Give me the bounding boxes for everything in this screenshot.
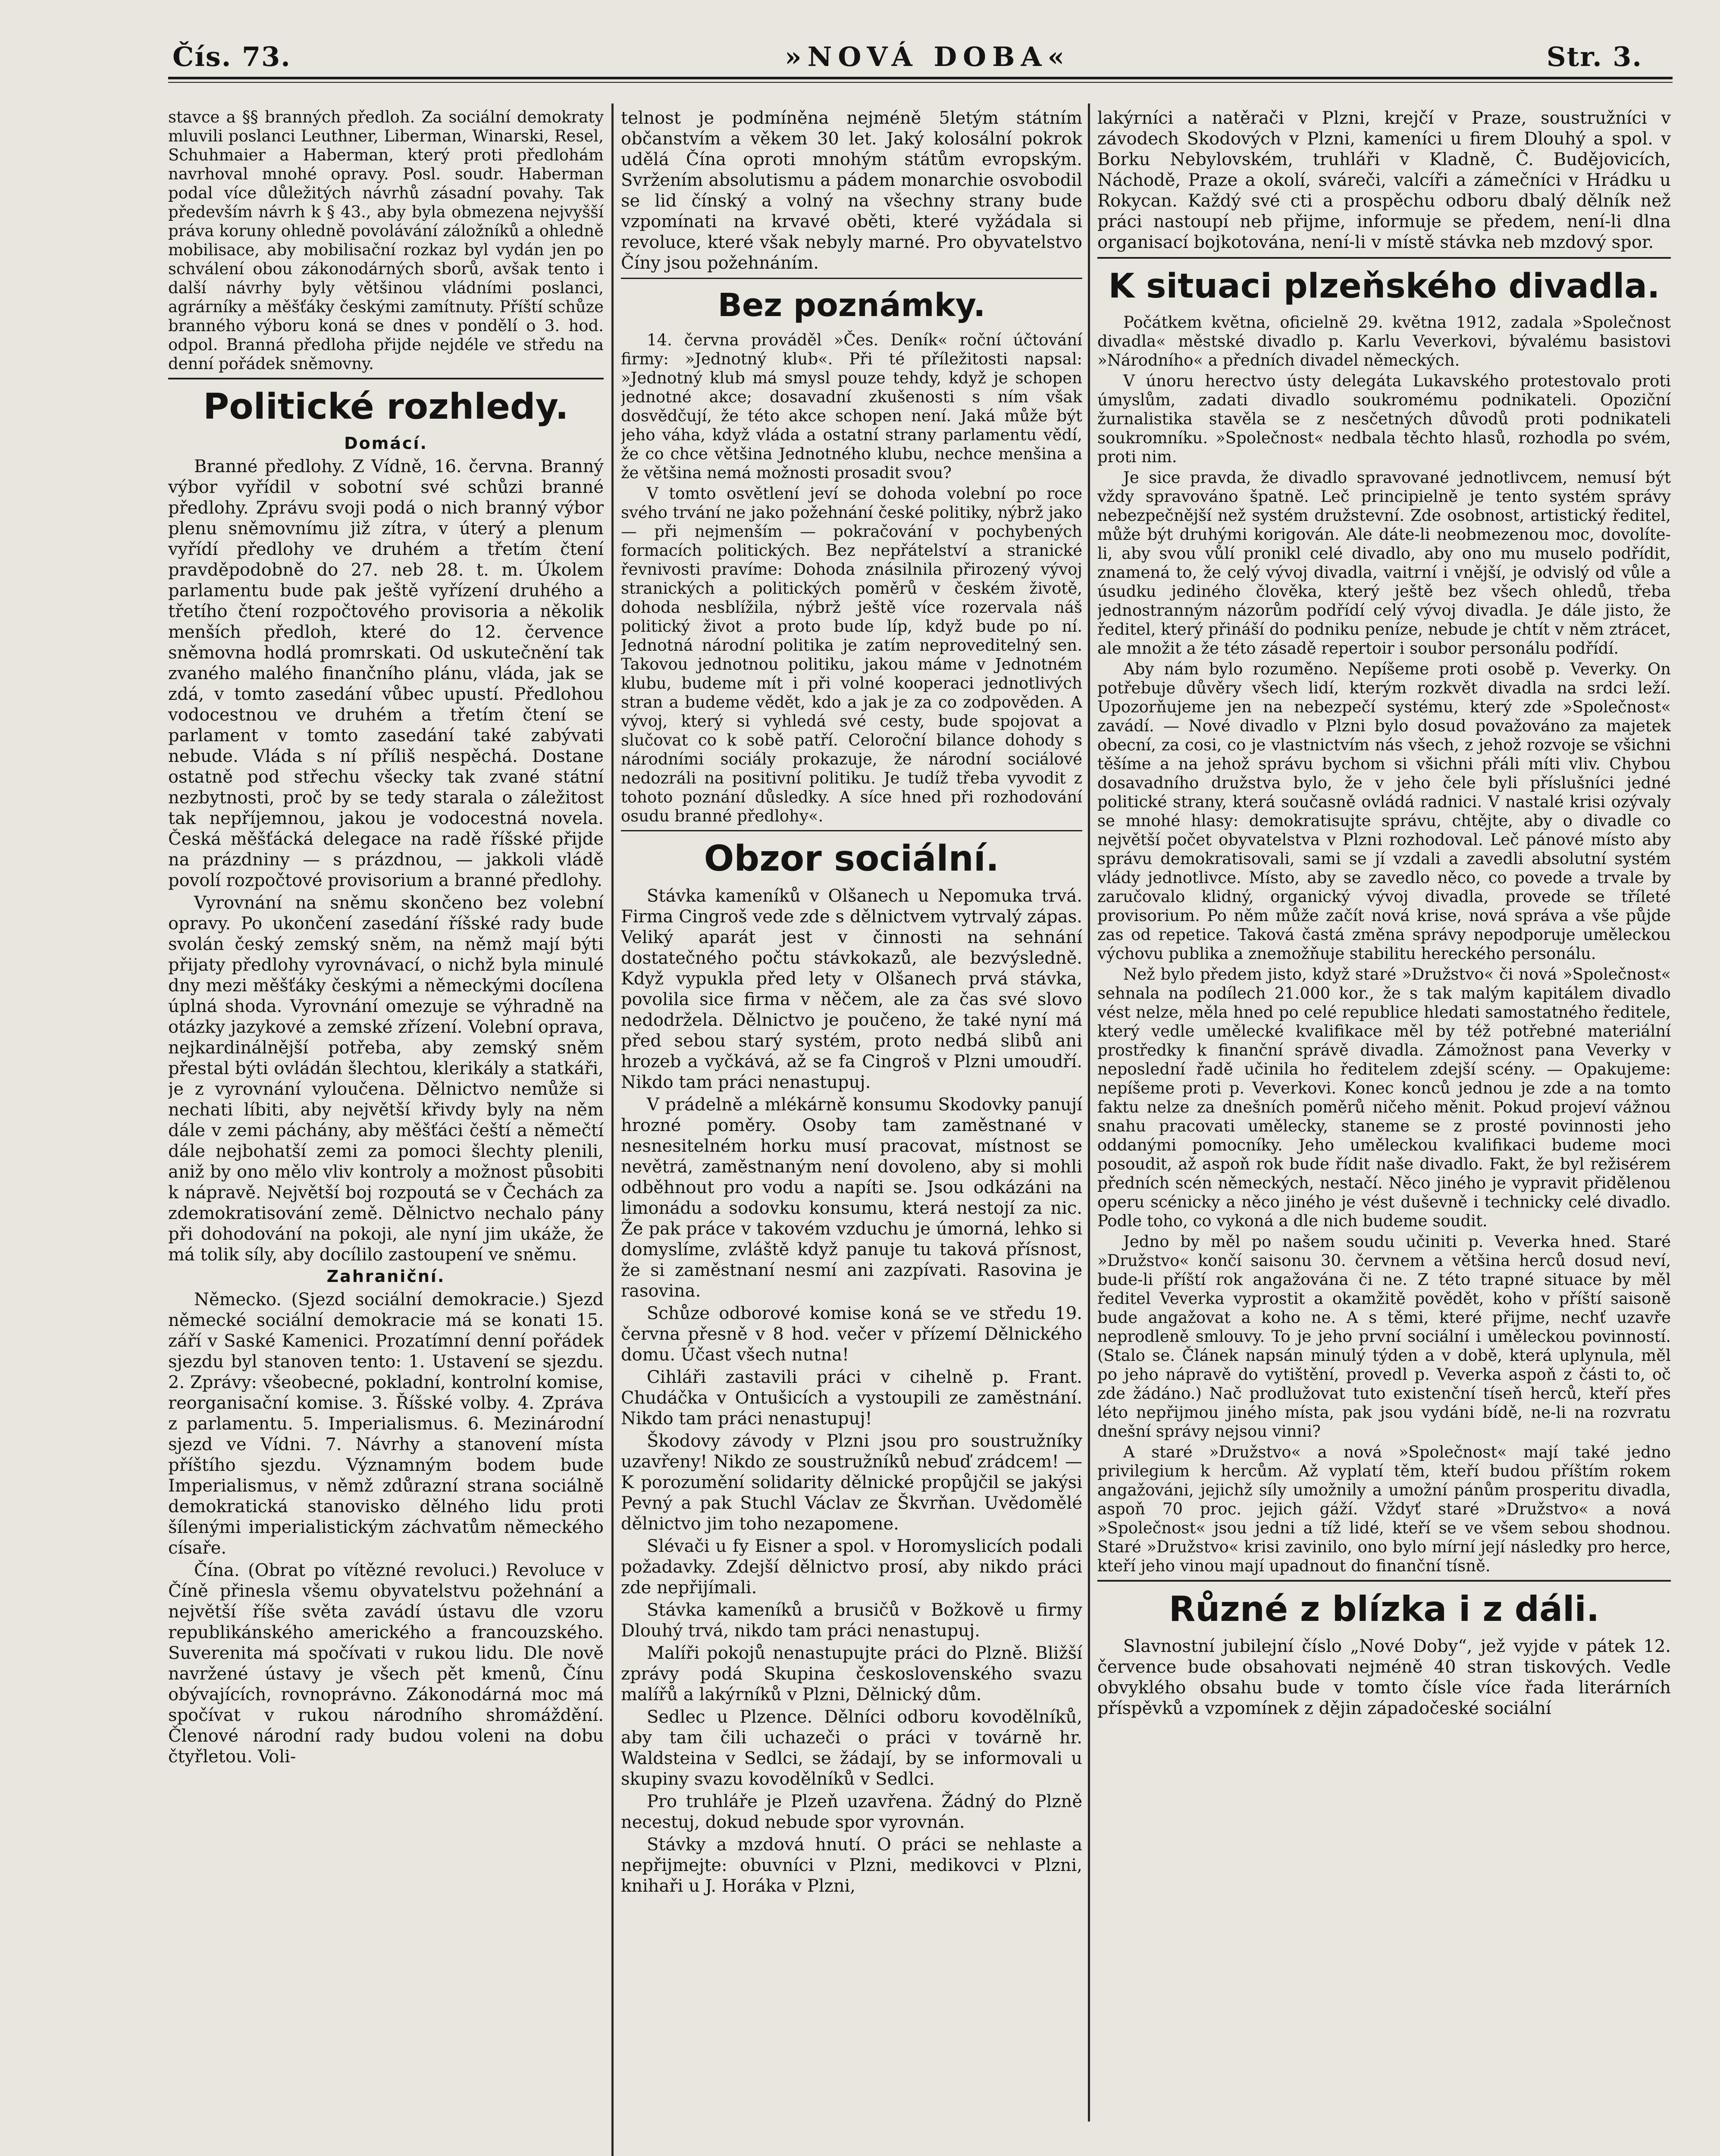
column-2 <box>621 108 1082 2156</box>
paragraph-slevaci: Slévači u fy Eisner a spol. v Horomyslicích podali požadavky. Zdejší dělnictvo prosí, aby nikdo práci zde nepřijímali. <box>621 1536 1082 1598</box>
paragraph-stavky-mzdova: Stávky a mzdová hnutí. O práci se nehlaste a nepřijmejte: obuvníci v Plzni, medikovci v Plzni, knihaři u J. Horáka v Plzni, <box>621 1835 1082 1896</box>
paragraph-dohoda: V tomto osvětlení jeví se dohoda volební po roce svého trvání ne jako požehnání české politiky, nýbrž jako — při nejmenším — pokračování v pochybených formacích politických. Bez nepřátelství a stranické řevnivosti pravíme: Dohoda znásilnila přirozený vývoj stranických a politických poměrů v českém životě, dohoda nesblížila, nýbrž ještě více rozervala náš politický život a proto bude líp, když bude po ní. Jednotná národní politika je zatím neproveditelný sen. Takovou jednotnou politiku, jakou máme v Jednotném klubu, budeme mít i při volné kooperaci jednotlivých stran a budeme vědět, kdo a jak je za co zodpověden. A vývoj, který si vyhledá své cesty, bude spojovat a slučovat co k sobě patří. Celoroční bilance dohody s národními sociály prokazuje, že národní sociálové nedozráli na positivní politiku. Je tudíž třeba vyvodit z tohoto poznání důsledky. A síce hned při rozhodování osudu branné předlohy«. <box>621 484 1082 825</box>
page-header <box>168 41 1655 75</box>
page-number: Str. 3. <box>1546 41 1642 72</box>
paragraph-cina: Čína. (Obrat po vítězné revoluci.) Revoluce v Číně přinesla všemu obyvatelstvu požehnání a největší říše světa zavádí ústavu dle vzoru republikánského amerického a francouzského. Suverenita má spočívati v rukou lidu. Dle nově navržené ústavy je všech pět kmenů, Čínu obývajících, rovnoprávno. Zákonodárná moc má spočívat v rukou národního shromáždění. Členové národní rady budou voleni na dobu čtyřletou. Voli- <box>168 1561 604 1767</box>
section-divider <box>1097 257 1671 259</box>
paragraph-stavka-bozkov: Stávka kameníků a brusičů v Božkově u firmy Dlouhý trvá, nikdo tam práci nenastupuj. <box>621 1600 1082 1641</box>
column-separator-2 <box>1088 103 1090 2122</box>
paragraph-jubilejni-cislo: Slavnostní jubilejní číslo „Nové Doby“, jež vyjde v pátek 12. července bude obsahovati nejméně 40 stran tiskových. Vedle obvyklého obsahu bude v tomto čísle více řada literárních příspěvků a vzpomínek z dějin západočeské sociální <box>1097 1636 1671 1718</box>
paragraph-divadlo-2: V únoru herectvo ústy delegáta Lukavského protestovalo proti úmyslům, zadati divadlo soukromému podnikateli. Opoziční žurnalistika stavěla se z nesčetných důvodů proti podnikateli soukromníku. »Společnost« nedbala těchto hlasů, rozhodla po svém, proti nim. <box>1097 372 1671 466</box>
paragraph-divadlo-6: Jedno by měl po našem soudu učiniti p. Veverka hned. Staré »Družstvo« končí saisonu 30. červnem a většina herců dosud neví, bude-li příští rok angažována či ne. Z této trapné situace by měl ředitel Veverka vyprostit a okamžitě povědět, koho v příští saisoně bude angažovat a koho ne. A s těmi, které přijme, nechť uzavře neprodleně smlouvy. To je jeho první sociální i uměleckou povinností. (Stalo se. Článek napsán minulý týden a v době, která uplynula, měl po jeho nápravě do vytištění, provedl p. Veverka aspoň z části to, oč zde žádáno.) Nač prodlužovat tuto existenční tíseň herců, kteří přes léto nepřijmou jiného místa, pak jsou vydáni bídě, ne-li na rozvratu dnešní správy nejsou vinni? <box>1097 1232 1671 1441</box>
masthead-title: »NOVÁ DOBA« <box>785 41 1071 72</box>
paragraph-stavky-cont: lakýrníci a natěrači v Plzni, krejčí v Praze, soustružníci v závodech Skodových v Plzni, kameníci u firem Dlouhý a spol. v Borku Nebylovském, truhláři v Kladně, Č. Budějovicích, Náchodě, Praze a okolí, sváreči, valcíři a zámečníci v Hrádku u Rokycan. Každý své cti a prospěchu odboru dbalý dělník než práci nastoupí neb přijme, informuje se předem, není-li dlna organisací bojkotována, není-li v místě stávka neb mzdový spor. <box>1097 108 1671 252</box>
column-1 <box>168 108 604 2156</box>
heading-politicke-rozhledy: Politické rozhledy. <box>203 386 569 427</box>
heading-situace-divadla: K situaci plzeňského divadla. <box>1108 267 1660 306</box>
paragraph-pradelna: V prádelně a mlékárně konsumu Skodovky panují hrozné poměry. Osoby tam zaměstnané v nesnesitelném horku musí pracovat, místnost se nevětrá, zaměstnaným není dovoleno, aby si mohli odběhnout pro vodu a napíti se. Jsou odkázáni na limonádu a sodovku konsumu, která nestojí za nic. Že pak práce v takovém vzduchu je úmorná, lehko si domyslíme, zvláště když panuje tu taková přísnost, že si zaměstnaní nesmí ani zazpívati. Rasovina je rasovina. <box>621 1095 1082 1301</box>
paragraph-divadlo-7: A staré »Družstvo« a nová »Společnost« mají také jedno privilegium k hercům. Až vyplatí těm, kteří budou příštím rokem angažováni, jejichž síly umožnily a umožní pánům prosperitu divadla, aspoň 70 proc. jejich gáží. Vždyť staré »Družstvo« a nová »Společnost« jsou jedni a tíž lidé, kteří se ve všem sebou shodnou. Staré »Družstvo« krisi zavinilo, ono bylo mírní její následky pro herce, kteří jeho vinou mají upadnout do finanční tísně. <box>1097 1443 1671 1575</box>
paragraph-divadlo-5: Než bylo předem jisto, když staré »Družstvo« či nová »Společnost« sehnala na podílech 21.000 kor., že s tak malým kapitálem divadlo vést nelze, měla hned po celé republice hledati samostatného ředitele, který vedle umělecké kvalifikace měl by též potřebné materiální prostředky k finanční správě divadla. Zámožnost pana Veverky v neposlední řadě učinila ho ředitelem zdejší scény. — Opakujeme: nepíšeme proti p. Veverkovi. Konec konců jednou je zde a na tomto faktu nelze za dnešních poměrů ničeho měnit. Pokud projeví vážnou snahu pracovati umělecky, staneme se z prosté povinnosti jeho oddanými pomocníky. Jeho uměleckou kvalifikaci budeme moci posoudit, až aspoň rok bude řídit naše divadlo. Fakt, že byl režisérem předních scén německých, nestačí. Něco jiného je vypravit přidělenou operu scénicky a něco jiného je vést duševně i technicky celé divadlo. Podle toho, co vykoná a dle nich budeme soudit. <box>1097 965 1671 1230</box>
paragraph-jednotny-klub: 14. června prováděl »Čes. Deník« roční účtování firmy: »Jednotný klub«. Při té příležitosti napsal: »Jednotný klub má smysl pouze tehdy, když je schopen jednotné akce; dosavadní zkušenosti s ním však dosvědčují, že této akce schopen není. Jaká může být jeho váha, když vláda a ostatní strany parlamentu vědí, že co chce většina Jednotného klubu, nechce menšina a že většina nemá možnosti prosadit svou? <box>621 331 1082 482</box>
issue-number: Čís. 73. <box>172 41 291 72</box>
paragraph-skodovy-zavody: Škodovy závody v Plzni jsou pro soustružníky uzavřeny! Nikdo ze soustružníků nebuď zrádcem! — K porozumění solidarity dělnické propůjčil se jakýsi Pevný a pak Stuchl Václav ze Škvrňan. Uvědomělé dělnictvo jim toho nezapomene. <box>621 1431 1082 1534</box>
paragraph-malíri: Malíři pokojů nenastupujte práci do Plzně. Bližší zprávy podá Skupina československého svazu malířů a lakýrníků v Plzni, Dělnický dům. <box>621 1643 1082 1705</box>
column-separator-1 <box>611 103 614 2156</box>
paragraph-schuze: Schůze odborové komise koná se ve středu 19. června přesně v 8 hod. večer v přízemí Dělnického domu. Účast všech nutna! <box>621 1304 1082 1365</box>
paragraph-truhlari: Pro truhláře je Plzeň uzavřena. Žádný do Plzně necestuj, dokud nebude spor vyrovnán. <box>621 1792 1082 1832</box>
paragraph-branne-vybor-cont: stavce a §§ branných předloh. Za sociální demokraty mluvili poslanci Leuthner, Liberman, Winarski, Resel, Schuhmaier a Haberman, který proti předlohám navrhoval mnohé opravy. Posl. soudr. Haberman podal více důležitých návrhů zásadní povahy. Tak především návrh k § 43., aby byla obmezena nejvyšší práva koruny ohledně povolávání záložníků a ohledně mobilisace, aby mobilisační rozkaz byl vydán jen po schválení obou zákonodárných sborů, avšak tento i další návrhy byly většinou vládními poslanci, agrárníky a měšťáky českými zamítnuty. Příští schůze branného výboru koná se dnes v pondělí o 3. hod. odpol. Branná předloha přijde nejdéle ve středu na denní pořádek sněmovny. <box>168 108 604 373</box>
heading-bez-poznamky: Bez poznámky. <box>717 287 986 324</box>
paragraph-divadlo-3: Je sice pravda, že divadlo spravované jednotlivcem, nemusí být vždy spravováno špatně. Leč principielně je tento systém správy nebezpečnější než systém družstevní. Zde osobnost, artistický ředitel, může být druhými korigován. Ale dáte-li neobmezenou moc, dovolíte-li, aby svou vůlí pronikl celé divadlo, aby ono mu muselo podřídit, znamená to, že celý vývoj divadla, vaitrní i vnější, je odvislý od vůle a úsudku jediného člověka, který ještě bez všech ohledů, třeba jednostranným názorům podřídí celý vývoj divadla. Je dále jisto, že ředitel, který přináší do podniku peníze, nebude je chtít v něm ztrácet, ale množit a že této zásadě repertoir i soubor personálu podřídí. <box>1097 468 1671 658</box>
subheading-zahranicni: Zahraniční. <box>326 1267 445 1286</box>
column-3 <box>1097 108 1671 2156</box>
paragraph-stavka-olsany: Stávka kameníků v Olšanech u Nepomuka trvá. Firma Cingroš vede zde s dělnictvem vytrvalý zápas. Veliký aparát jest v činnosti na sehnání dostatečného počtu stávkokazů, ale bezvýsledně. Když vypukla před lety v Olšanech prvá stávka, povolila sice firma v něčem, ale za čas své slovo nedodržela. Dělnictvo je poučeno, že také nyní má před sebou starý systém, proto nedbá slibů ani hrozeb a vyčkává, až se fa Cingroš v Plzni umoudří. Nikdo tam práci nenastupuj. <box>621 886 1082 1092</box>
paragraph-cina-cont: telnost je podmíněna nejméně 5letým státním občanstvím a věkem 30 let. Jaký kolosální pokrok udělá Čína oproti mnohým státům evropským. Svržením absolutismu a pádem monarchie osvobodil se lid čínský a volný na všechny strany bude vzpomínati na krvavé oběti, které vyžádala si revoluce, které však nebyly marné. Pro obyvatelstvo Číny jsou požehnáním. <box>621 108 1082 273</box>
paragraph-nemecko: Německo. (Sjezd sociální demokracie.) Sjezd německé sociální demokracie má se konati 15. září v Saské Kamenici. Prozatímní denní pořádek sjezdu byl stanoven tento: 1. Ustavení se sjezdu. 2. Zprávy: všeobecné, pokladní, kontrolní komise, reorganisační komise. 3. Říšské volby. 4. Zpráva z parlamentu. 5. Imperialismus. 6. Mezinárodní sjezd ve Vídni. 7. Návrhy a stanovení místa příštího sjezdu. Významným bodem bude Imperialismus, v němž zdůrazní strana sociálně demokratická stanovisko dělného lidu proti šílenými imperialistickým záchvatům německého císaře. <box>168 1290 604 1558</box>
paragraph-sedlec: Sedlec u Plzence. Dělníci odboru kovodělníků, aby tam čili uchazeči o práci v továrně hr. Waldsteina v Sedlci, se žádají, by se informovali u skupiny svazu kovodělníků v Sedlci. <box>621 1707 1082 1789</box>
heading-ruzne: Různé z blízka i z dáli. <box>1169 1589 1600 1629</box>
paragraph-divadlo-4: Aby nám bylo rozuměno. Nepíšeme proti osobě p. Veverky. On potřebuje důvěry všech lidí, kterým rozkvět divadla na srdci leží. Upozorňujeme jen na nebezpečí systému, který zde »Společnost« zavádí. — Nové divadlo v Plzni bylo dosud považováno za majetek obecní, za cosi, co je vlastnictvím nás všech, z jehož rozvoje se všichni těšíme a na jehož správu bychom si všichni přáli míti vliv. Chybou dosavadního družstva bylo, že v jeho čele byli příslušníci jedné politické strany, která současně ovládá radnici. V nastalé krisi ozývaly se mnohé hlasy: demokratisujte správu, chtějte, aby o divadle co největší počet obyvatelstva v Plzni rozhodoval. Leč pánové místo aby správu demokratisovali, sami se jí vzdali a zavedli absolutní systém vlády jednotlivce. Místo, aby se zavedlo něco, co povede a trvale by zaručovalo klidný, organický vývoj divadla, provede se tříleté provisorium. Po něm může začít nová krise, nová správa a vše půjde zas od repetice. Taková častá změna správy nepodporuje uměleckou výchovu publika a znemožňuje stabilitu hereckého personálu. <box>1097 660 1671 963</box>
subheading-domaci: Domácí. <box>344 434 428 453</box>
section-divider <box>168 378 604 379</box>
header-rule-thin <box>168 82 1673 83</box>
paragraph-vyrovnani: Vyrovnání na sněmu skončeno bez volební opravy. Po ukončení zasedání říšské rady bude svolán český zemský sněm, na němž mají býti přijaty předlohy vyrovnávací, o nichž byla minulé dny mezi měšťáky českými a německými docílena úplná shoda. Vyrovnání omezuje se výhradně na otázky jazykové a zemské zřízení. Volební oprava, nejkardinálnější potřeba, aby zemský sněm přestal býti ovládán šlechtou, klerikály a statkáři, je z vyrovnání vyloučena. Dělnictvo nemůže si nechati líbiti, aby největší křivdy byly na něm dále v zemi páchány, aby měšťáci čeští a němečtí dále nejbohatší zemi za pomoci šlechty plenili, aniž by ono mělo vliv kontroly a možnost působiti k nápravě. Největší boj rozpoutá se v Čechách za zdemokratisování země. Dělnictvo nechalo pány při dohodování na pokoji, ale nyní jim ukáže, že má tolik síly, aby docílilo zastoupení ve sněmu. <box>168 893 604 1265</box>
paragraph-cihlari: Cihláři zastavili práci v cihelně p. Frant. Chudáčka v Ontušicích a vystoupili ze zaměstnání. Nikdo tam práci nenastupuj! <box>621 1367 1082 1429</box>
paragraph-branne-predlohy: Branné předlohy. Z Vídně, 16. června. Branný výbor vyřídil v sobotní své schůzi branné předlohy. Zprávu svoji podá o nich branný výbor plenu sněmovnímu již zítra, v úterý a plenum vyřídí předlohy ve druhém a třetím čtení pravděpodobně do 27. neb 28. t. m. Úkolem parlamentu bude pak ještě vyřízení druhého a třetího čtení rozpočtového provisoria a několik menších předloh, které do 12. července sněmovna hodlá promrskati. Od uskutečnění tak zvaného malého finančního plánu, vláda, jak se zdá, v tomto zasedání vůbec upustí. Předlohou vodocestnou ve druhém a třetím čtení se parlament v tomto zasedání také zabývati nebude. Vláda s ní příliš nespěchá. Dostane ostatně pod střechu všecky tak zvané státní nezbytnosti, proč by se tedy starala o záležitost tak nepříjemnou, jakou je vodocestná novela. Česká měšťácká delegace na radě říšské přijde na prázdniny — s prázdnou, — jakkoli vládě povolí rozpočtové provisorium a branné předlohy. <box>168 457 604 890</box>
section-divider <box>621 830 1082 831</box>
section-divider <box>621 278 1082 279</box>
paragraph-divadlo-1: Počátkem května, oficielně 29. května 1912, zadala »Společnost divadla« městské divadlo p. Karlu Veverkovi, bývalému basistovi »Národního« a předních divadel německých. <box>1097 313 1671 370</box>
header-rule <box>168 77 1673 79</box>
section-divider <box>1097 1580 1671 1582</box>
heading-obzor-socialni: Obzor sociální. <box>704 838 999 879</box>
